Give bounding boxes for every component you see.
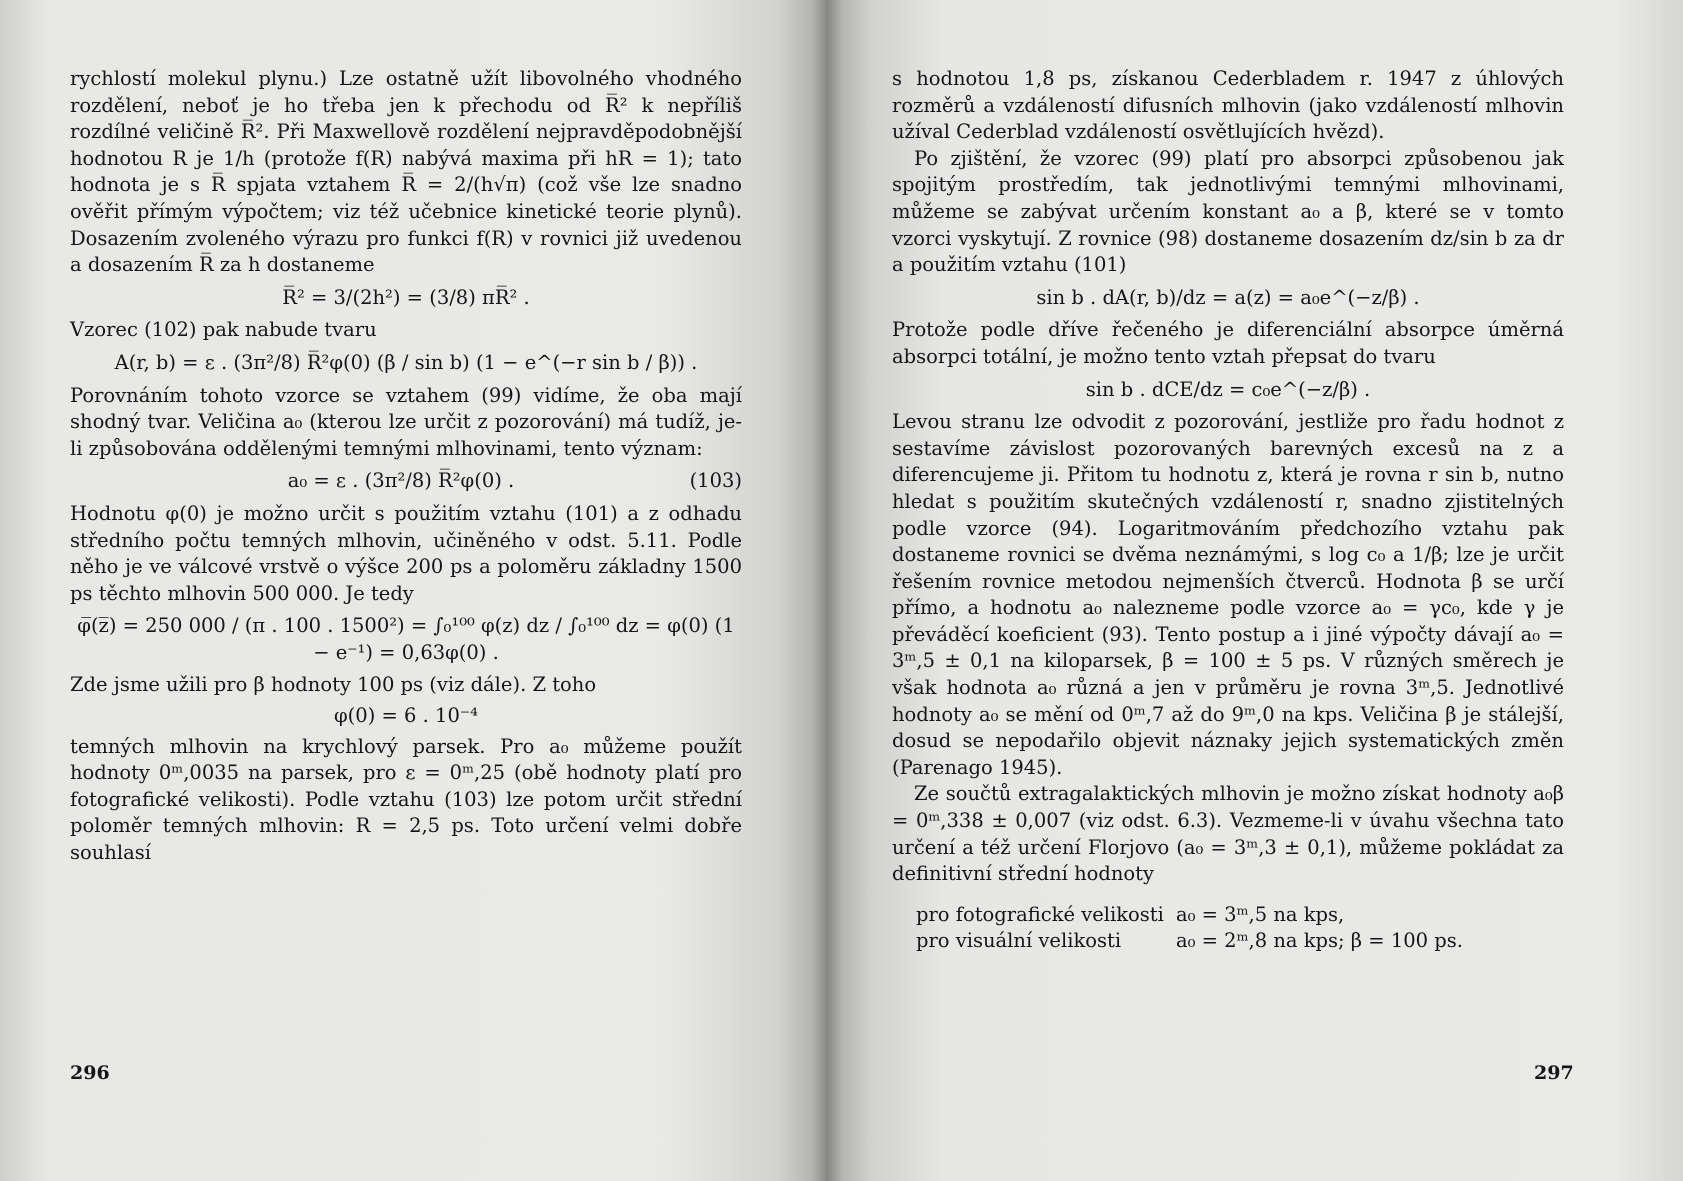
table-row [916,902,1564,929]
row-label: pro visuální velikosti [916,929,1122,953]
paragraph: s hodnotou 1,8 ps, získanou Cederbladem r. 1947 z úhlových rozměrů a vzdáleností difusních mlhovin (jako vzdáleností mlhovin užíval Cederblad vzdáleností osvětlujících hvězd). [892,67,1564,144]
equation: φ̅(z̅) = 250 000 / (π . 100 . 1500²) = ∫₀¹⁰⁰ φ(z) dz / ∫₀¹⁰⁰ dz = φ(0) (1 − e⁻¹) = 0,63φ(0) . [77,614,735,664]
page-number: 297 [1534,1062,1574,1084]
equation: R̅² = 3/(2h²) = (3/8) πR̅² . [282,285,530,309]
numbered-equation [70,468,742,495]
paragraph: Ze součtů extragalaktických mlhovin je možno získat hodnoty a₀β = 0ᵐ,338 ± 0,007 (viz odst. 6.3). Vezmeme-li v úvahu všechna tato určení a též určení Florjovo (a₀ = 3ᵐ,3 ± 0,1), můžeme pokládat za definitivní střední hodnoty [892,782,1564,886]
paragraph: Po zjištění, že vzorec (99) platí pro absorpci způsobenou jak spojitým prostředím, tak jednotlivými temnými mlhovinami, můžeme se zabývat určením konstant a₀ a β, které se v tomto vzorci vyskytují. Z rovnice (98) dostaneme dosazením dz/sin b za dr a použitím vztahu (101) [892,146,1564,277]
equation: A(r, b) = ε . (3π²/8) R̅²φ(0) (β / sin b) (1 − e^(−r sin b / β)) . [114,350,698,374]
paragraph: temných mlhovin na krychlový parsek. Pro a₀ můžeme použít hodnoty 0ᵐ,0035 na parsek, pro ε = 0ᵐ,25 (obě hodnoty platí pro fotografické velikosti). Podle vztahu (103) lze potom určit střední poloměr temných mlhovin: R = 2,5 ps. Toto určení velmi dobře souhlasí [70,734,742,865]
paragraph: Vzorec (102) pak nabude tvaru [70,318,377,342]
equation: a₀ = ε . (3π²/8) R̅²φ(0) . [287,469,515,493]
table-row [916,928,1564,955]
row-value: a₀ = 2ᵐ,8 na kps; β = 100 ps. [1176,929,1463,953]
paragraph: rychlostí molekul plynu.) Lze ostatně užít libovolného vhodného rozdělení, neboť je ho třeba jen k přechodu od R̅² k nepříliš rozdílné veličině R̅². Při Maxwellově rozdělení nejpravděpodobnější hodnotou R je 1/h (protože f(R) nabývá maxima při hR = 1); tato hodnota je s R̅ spjata vztahem R̅ = 2/(h√π) (což vše lze snadno ověřit přímým výpočtem; viz též učebnice kinetické teorie plynů). Dosazením zvoleného výrazu pro funkci f(R) v rovnici již uvedenou a dosazením R̅ za h dostaneme [70,67,742,277]
left-page-text [70,66,742,867]
equation-number: (103) [689,469,742,493]
equation: φ(0) = 6 . 10⁻⁴ [334,704,478,728]
right-page [826,0,1683,1181]
row-label: pro fotografické velikosti [916,902,1164,926]
page-number: 296 [70,1062,110,1084]
left-page [0,0,826,1181]
paragraph: Zde jsme užili pro β hodnoty 100 ps (viz dále). Z toho [70,673,597,697]
row-value: a₀ = 3ᵐ,5 na kps, [1176,902,1345,926]
book-gutter [812,0,842,1181]
paragraph: Hodnotu φ(0) je možno určit s použitím vztahu (101) a z odhadu středního počtu temných mlhovin, učiněného v odst. 5.11. Podle něho je ve válcové vrstvě o výšce 200 ps a poloměru základny 1500 ps těchto mlhovin 500 000. Je tedy [70,501,742,605]
equation: sin b . dA(r, b)/dz = a(z) = a₀e^(−z/β) . [1036,285,1420,309]
right-page-text [892,66,1564,955]
values-table [916,902,1564,955]
paragraph: Porovnáním tohoto vzorce se vztahem (99) vidíme, že oba mají shodný tvar. Veličina a₀ (kterou lze určit z pozorování) má tudíž, je-li způsobována oddělenými temnými mlhovinami, tento význam: [70,383,742,460]
equation: sin b . dCE/dz = c₀e^(−z/β) . [1085,377,1371,401]
paragraph: Levou stranu lze odvodit z pozorování, jestliže pro řadu hodnot z sestavíme závislost pozorovaných barevných excesů na z a diferencujeme ji. Přitom tu hodnotu z, která je rovna r sin b, nutno hledat s použitím skutečných vzdáleností r, snadno zjistitelných podle vzorce (94). Logaritmováním předchozího vztahu pak dostaneme rovnici se dvěma neznámými, s log c₀ a 1/β; lze je určit řešením rovnice metodou nejmenších čtverců. Hodnota β se určí přímo, a hodnotu a₀ nalezneme podle vzorce a₀ = γc₀, kde γ je převáděcí koeficient (93). Tento postup a i jiné výpočty dávají a₀ = 3ᵐ,5 ± 0,1 na kiloparsek, β = 100 ± 5 ps. V různých směrech je však hodnota a₀ různá a jen v průměru je rovna 3ᵐ,5. Jednotlivé hodnoty a₀ se mění od 0ᵐ,7 až do 9ᵐ,0 na kps. Veličina β je stálejší, dosud se nepodařilo objevit náznaky jejich systematických změn (Parenago 1945). [892,410,1564,779]
paragraph: Protože podle dříve řečeného je diferenciální absorpce úměrná absorpci totální, je možno tento vztah přepsat do tvaru [892,318,1564,368]
